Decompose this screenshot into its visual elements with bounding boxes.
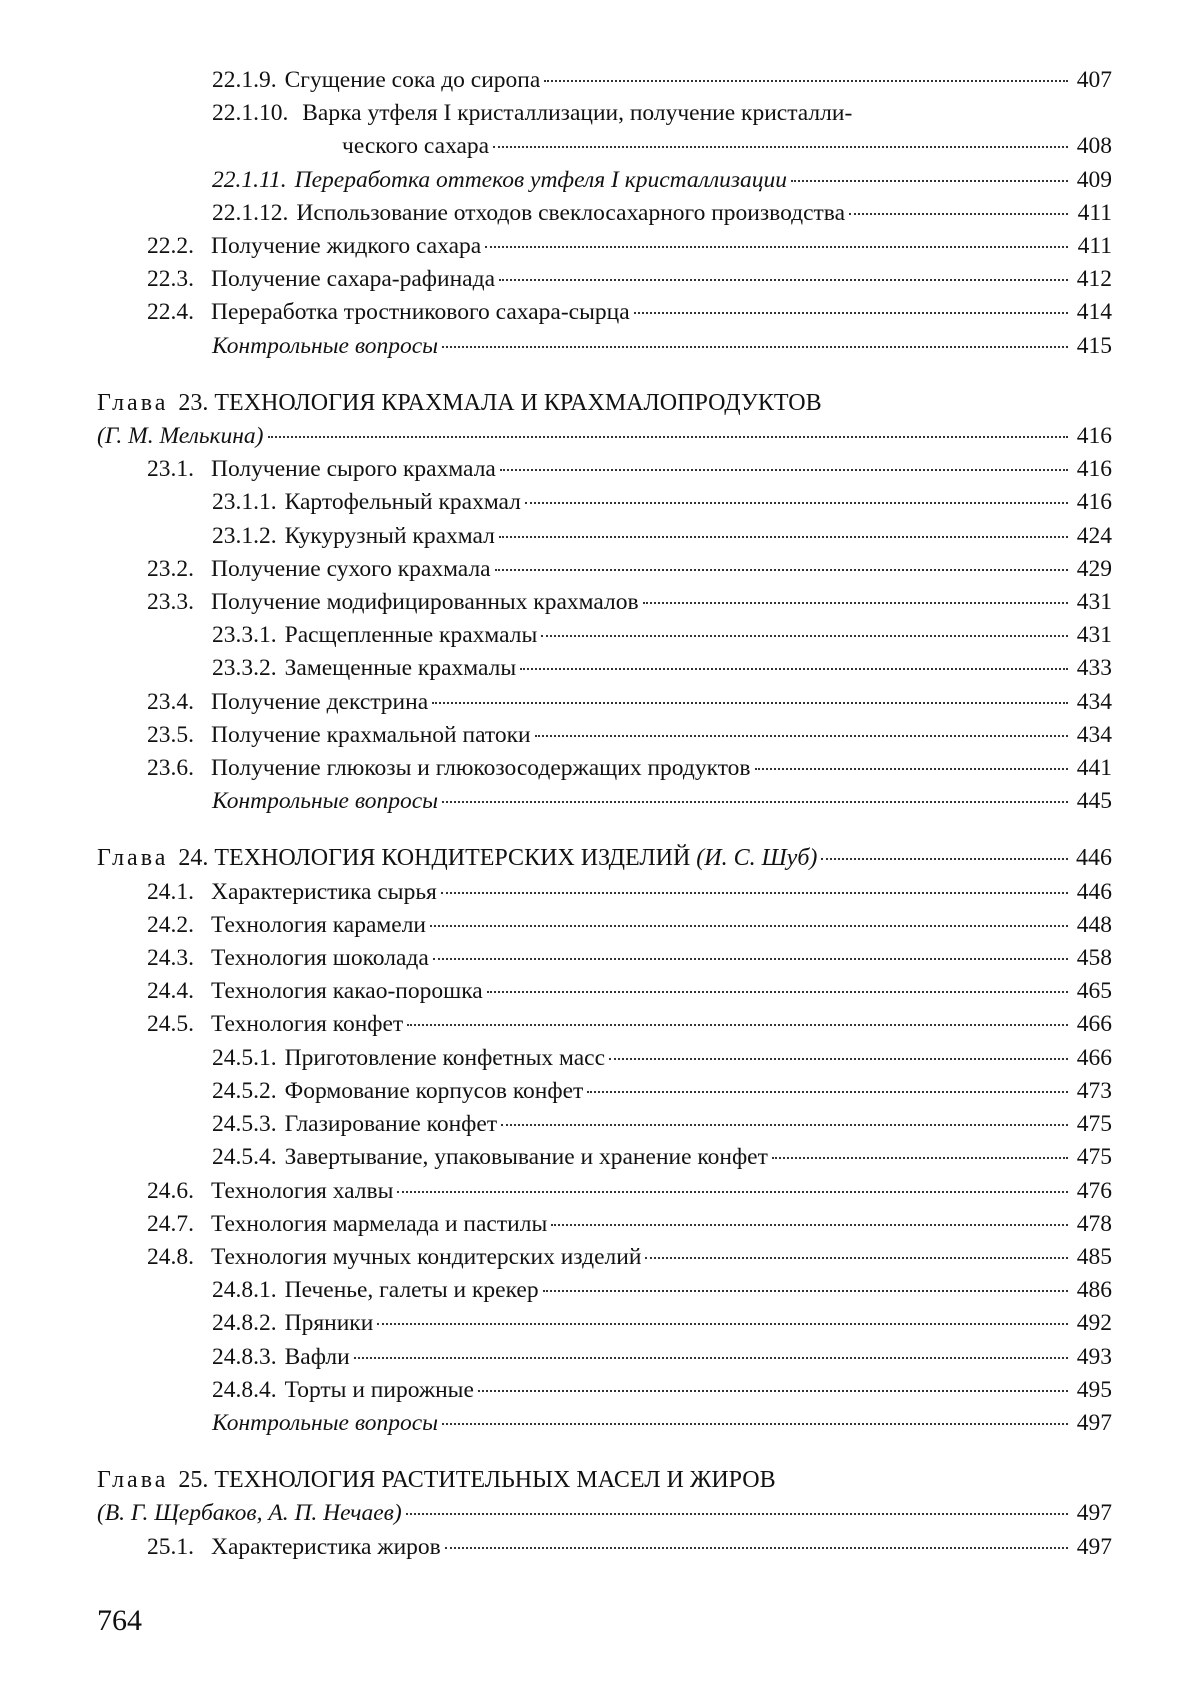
chapter-23-entries	[97, 453, 1112, 785]
entry-title: Кукурузный крахмал	[284, 522, 495, 549]
entry-title: Контрольные вопросы	[212, 1409, 439, 1436]
chapter-25-entries	[97, 1531, 1112, 1564]
entry-number: 23.4.	[147, 688, 194, 715]
chapter-word: Глава	[97, 389, 169, 416]
toc-entry[interactable]	[97, 586, 1112, 619]
entry-page: 475	[1076, 1111, 1112, 1138]
entry-page: 429	[1076, 555, 1112, 582]
entry-page: 434	[1076, 721, 1112, 748]
entry-number: 23.2.	[147, 555, 194, 582]
dot-leader	[407, 1024, 1068, 1026]
entry-number: 22.2.	[147, 233, 194, 260]
entry-number: 24.2.	[147, 911, 194, 938]
entry-title: Переработка оттеков утфеля I кристаллизации	[294, 166, 788, 193]
dot-leader	[268, 436, 1068, 438]
entry-title: Пряники	[284, 1310, 374, 1337]
toc-entry[interactable]	[97, 197, 1112, 230]
toc-entry[interactable]	[97, 1175, 1112, 1208]
toc-entry[interactable]	[97, 486, 1112, 519]
toc-entry[interactable]	[97, 652, 1112, 685]
entry-title: Характеристика сырья	[211, 878, 437, 905]
entry-page: 497	[1076, 1409, 1112, 1436]
entry-number: 22.1.12.	[212, 199, 289, 226]
dot-leader	[609, 1058, 1068, 1060]
dot-leader	[397, 1191, 1068, 1193]
toc-entry[interactable]	[97, 520, 1112, 553]
toc-entry-control-questions[interactable]	[97, 330, 1112, 363]
entry-title: Замещенные крахмалы	[284, 655, 517, 682]
entry-number: 24.5.4.	[212, 1144, 277, 1171]
entry-number: 25.1.	[147, 1533, 194, 1560]
chapter-author-row[interactable]	[97, 1497, 1112, 1530]
entry-number: 22.3.	[147, 266, 194, 293]
dot-leader	[500, 469, 1068, 471]
entry-title: Технология какао-порошка	[211, 978, 483, 1005]
entry-title: Получение декстрина	[211, 688, 429, 715]
dot-leader	[541, 635, 1068, 637]
dot-leader	[493, 146, 1068, 148]
entry-page: 411	[1077, 199, 1112, 226]
entry-title: Получение жидкого сахара	[211, 233, 482, 260]
entry-page: 434	[1076, 688, 1112, 715]
entry-page: 497	[1076, 1533, 1112, 1560]
toc-entry[interactable]	[97, 64, 1112, 97]
toc-entry[interactable]	[97, 1341, 1112, 1374]
entry-page: 411	[1077, 233, 1112, 260]
entry-title: Получение крахмальной патоки	[211, 721, 531, 748]
chapter-word: Глава	[97, 845, 169, 872]
entry-title: Глазирование конфет	[284, 1111, 498, 1138]
dot-leader	[772, 1157, 1068, 1159]
entry-title: Печенье, галеты и крекер	[284, 1277, 539, 1304]
entry-page: 493	[1076, 1343, 1112, 1370]
table-of-contents	[97, 64, 1112, 1564]
entry-page: 441	[1076, 755, 1112, 782]
toc-entry[interactable]	[97, 164, 1112, 197]
toc-entry[interactable]	[97, 296, 1112, 329]
entry-title: Технология мармелада и пастилы	[211, 1210, 548, 1237]
dot-leader	[525, 502, 1068, 504]
entry-number: 24.8.1.	[212, 1277, 277, 1304]
dot-leader	[441, 892, 1068, 894]
entry-page: 416	[1076, 423, 1112, 450]
entry-number: 24.8.2.	[212, 1310, 277, 1337]
entry-page: 433	[1076, 655, 1112, 682]
entry-number: 24.8.3.	[212, 1343, 277, 1370]
toc-entry[interactable]	[97, 686, 1112, 719]
entry-page: 416	[1076, 489, 1112, 516]
dot-leader	[354, 1357, 1068, 1359]
toc-entry[interactable]	[97, 1042, 1112, 1075]
entry-title: Контрольные вопросы	[212, 332, 439, 359]
toc-entry[interactable]	[97, 553, 1112, 586]
chapter-heading[interactable]	[97, 1464, 1112, 1497]
dot-leader	[442, 801, 1068, 803]
entry-number: 23.3.1.	[212, 622, 277, 649]
entry-number: 24.8.4.	[212, 1376, 277, 1403]
entry-number: 24.5.3.	[212, 1111, 277, 1138]
dot-leader	[544, 80, 1068, 82]
entry-page: 414	[1076, 299, 1112, 326]
chapter-title: 25. ТЕХНОЛОГИЯ РАСТИТЕЛЬНЫХ МАСЕЛ И ЖИРОВ	[178, 1467, 776, 1494]
entry-number: 22.1.11.	[212, 166, 287, 193]
entry-page: 431	[1076, 589, 1112, 616]
toc-entry[interactable]	[97, 263, 1112, 296]
entry-page: 495	[1076, 1376, 1112, 1403]
entry-number: 24.1.	[147, 878, 194, 905]
entry-number: 23.1.	[147, 456, 194, 483]
dot-leader	[377, 1323, 1068, 1325]
entry-number: 24.4.	[147, 978, 194, 1005]
entry-page: 478	[1076, 1210, 1112, 1237]
entry-title: Приготовление конфетных масс	[284, 1044, 605, 1071]
toc-entry[interactable]	[97, 1008, 1112, 1041]
entry-page: 446	[1076, 845, 1112, 872]
entry-number: 23.5.	[147, 721, 194, 748]
entry-page: 473	[1076, 1077, 1112, 1104]
chapter-author: (Г. М. Мелькина)	[97, 423, 264, 450]
entry-number: 24.5.2.	[212, 1077, 277, 1104]
entry-title: Торты и пирожные	[284, 1376, 474, 1403]
entry-page: 409	[1076, 166, 1112, 193]
entry-number: 23.3.	[147, 589, 194, 616]
dot-leader	[478, 1390, 1068, 1392]
entry-title: Получение модифицированных крахмалов	[211, 589, 639, 616]
entry-title: Использование отходов свеклосахарного производства	[296, 199, 846, 226]
entry-page: 431	[1076, 622, 1112, 649]
entry-page: 407	[1076, 67, 1112, 93]
chapter-title: 23. ТЕХНОЛОГИЯ КРАХМАЛА И КРАХМАЛОПРОДУКТОВ	[178, 389, 822, 416]
entry-number: 22.1.10.	[212, 100, 289, 127]
entry-title-line2: ческого сахара	[342, 133, 490, 160]
toc-entry-control-questions[interactable]	[97, 1407, 1112, 1440]
dot-leader	[520, 668, 1068, 670]
entry-page: 445	[1076, 788, 1112, 815]
entry-page: 415	[1076, 332, 1112, 359]
toc-entry[interactable]	[97, 876, 1112, 909]
entry-title: Переработка тростникового сахара-сырца	[211, 299, 630, 326]
entry-number: 24.3.	[147, 945, 194, 972]
toc-entry[interactable]	[97, 1374, 1112, 1407]
dot-leader	[634, 312, 1068, 314]
entry-number: 22.4.	[147, 299, 194, 326]
dot-leader	[485, 246, 1068, 248]
toc-entry[interactable]	[97, 619, 1112, 652]
entry-title: Получение сухого крахмала	[211, 555, 491, 582]
entry-page: 492	[1076, 1310, 1112, 1337]
entry-title: Расщепленные крахмалы	[284, 622, 538, 649]
toc-entry[interactable]	[97, 975, 1112, 1008]
entry-page: 486	[1076, 1277, 1112, 1304]
entry-title: Получение сахара-рафинада	[211, 266, 495, 293]
entry-page: 458	[1076, 945, 1112, 972]
toc-entry[interactable]	[97, 1208, 1112, 1241]
dot-leader	[643, 602, 1068, 604]
dot-leader	[487, 991, 1068, 993]
entry-number: 23.6.	[147, 755, 194, 782]
toc-entry[interactable]	[97, 719, 1112, 752]
entry-page: 408	[1076, 133, 1112, 160]
entry-number: 24.5.	[147, 1011, 194, 1038]
entry-title-line1: Варка утфеля I кристаллизации, получение кристалли-	[302, 100, 853, 127]
dot-leader	[495, 569, 1068, 571]
dot-leader	[849, 213, 1068, 215]
chapter-author: (И. С. Шуб)	[696, 845, 818, 872]
toc-entry[interactable]	[97, 1241, 1112, 1274]
entry-number: 22.1.9.	[212, 67, 277, 93]
entry-title: Картофельный крахмал	[284, 489, 521, 516]
entry-page: 416	[1076, 456, 1112, 483]
toc-entry[interactable]	[97, 453, 1112, 486]
chapter-author-row[interactable]	[97, 420, 1112, 453]
toc-entry[interactable]	[97, 1141, 1112, 1174]
toc-entry[interactable]	[97, 230, 1112, 263]
dot-leader	[645, 1257, 1068, 1259]
page-number: 764	[97, 1604, 142, 1637]
entry-title: Завертывание, упаковывание и хранение конфет	[284, 1144, 768, 1171]
dot-leader	[432, 702, 1068, 704]
entry-number: 23.1.2.	[212, 522, 277, 549]
dot-leader	[499, 279, 1068, 281]
dot-leader	[499, 536, 1068, 538]
entry-title: Получение глюкозы и глюкозосодержащих продуктов	[211, 755, 751, 782]
chapter-title: 24. ТЕХНОЛОГИЯ КОНДИТЕРСКИХ ИЗДЕЛИЙ	[178, 845, 691, 872]
entry-page: 424	[1076, 522, 1112, 549]
entry-title: Технология карамели	[211, 911, 426, 938]
chapter-word: Глава	[97, 1467, 169, 1494]
dot-leader	[755, 768, 1068, 770]
dot-leader	[406, 1513, 1068, 1515]
entry-title: Вафли	[284, 1343, 350, 1370]
entry-title: Характеристика жиров	[211, 1533, 441, 1560]
entry-page: 475	[1076, 1144, 1112, 1171]
entry-page: 497	[1076, 1500, 1112, 1527]
chapter-heading[interactable]	[97, 842, 1112, 875]
toc-entry[interactable]	[97, 1531, 1112, 1564]
entry-page: 466	[1076, 1011, 1112, 1038]
dot-leader	[442, 1423, 1068, 1425]
dot-leader	[791, 180, 1068, 182]
toc-entry-control-questions[interactable]	[97, 785, 1112, 818]
entry-title: Получение сырого крахмала	[211, 456, 496, 483]
entry-number: 24.8.	[147, 1243, 194, 1270]
entry-title: Формование корпусов конфет	[284, 1077, 584, 1104]
toc-entry[interactable]	[97, 97, 1112, 163]
entry-page: 466	[1076, 1044, 1112, 1071]
entry-title: Технология халвы	[211, 1177, 394, 1204]
dot-leader	[433, 958, 1068, 960]
chapter-author: (В. Г. Щербаков, А. П. Нечаев)	[97, 1500, 402, 1527]
entry-title: Сгущение сока до сиропа	[284, 67, 541, 93]
entry-number: 23.3.2.	[212, 655, 277, 682]
dot-leader	[501, 1124, 1068, 1126]
dot-leader	[430, 925, 1068, 927]
entry-page: 465	[1076, 978, 1112, 1005]
entry-page: 412	[1076, 266, 1112, 293]
entry-page: 485	[1076, 1243, 1112, 1270]
toc-entry[interactable]	[97, 942, 1112, 975]
chapter-heading[interactable]	[97, 387, 1112, 420]
entry-page: 446	[1076, 878, 1112, 905]
toc-entry[interactable]	[97, 752, 1112, 785]
entry-number: 23.1.1.	[212, 489, 277, 516]
entry-title: Контрольные вопросы	[212, 788, 439, 815]
entry-page: 448	[1076, 911, 1112, 938]
dot-leader	[442, 346, 1068, 348]
toc-entry[interactable]	[97, 909, 1112, 942]
entry-title: Технология мучных кондитерских изделий	[211, 1243, 642, 1270]
entry-number: 24.6.	[147, 1177, 194, 1204]
entry-title: Технология конфет	[211, 1011, 404, 1038]
dot-leader	[551, 1224, 1068, 1226]
entry-number: 24.5.1.	[212, 1044, 277, 1071]
toc-entry[interactable]	[97, 1108, 1112, 1141]
dot-leader	[543, 1290, 1068, 1292]
chapter-24-entries	[97, 876, 1112, 1407]
toc-entry[interactable]	[97, 1075, 1112, 1108]
entry-page: 476	[1076, 1177, 1112, 1204]
dot-leader	[535, 735, 1068, 737]
dot-leader	[821, 858, 1068, 860]
toc-entry[interactable]	[97, 1307, 1112, 1340]
dot-leader	[587, 1091, 1068, 1093]
toc-entry[interactable]	[97, 1274, 1112, 1307]
entry-title: Технология шоколада	[211, 945, 429, 972]
entry-number: 24.7.	[147, 1210, 194, 1237]
dot-leader	[445, 1547, 1068, 1549]
